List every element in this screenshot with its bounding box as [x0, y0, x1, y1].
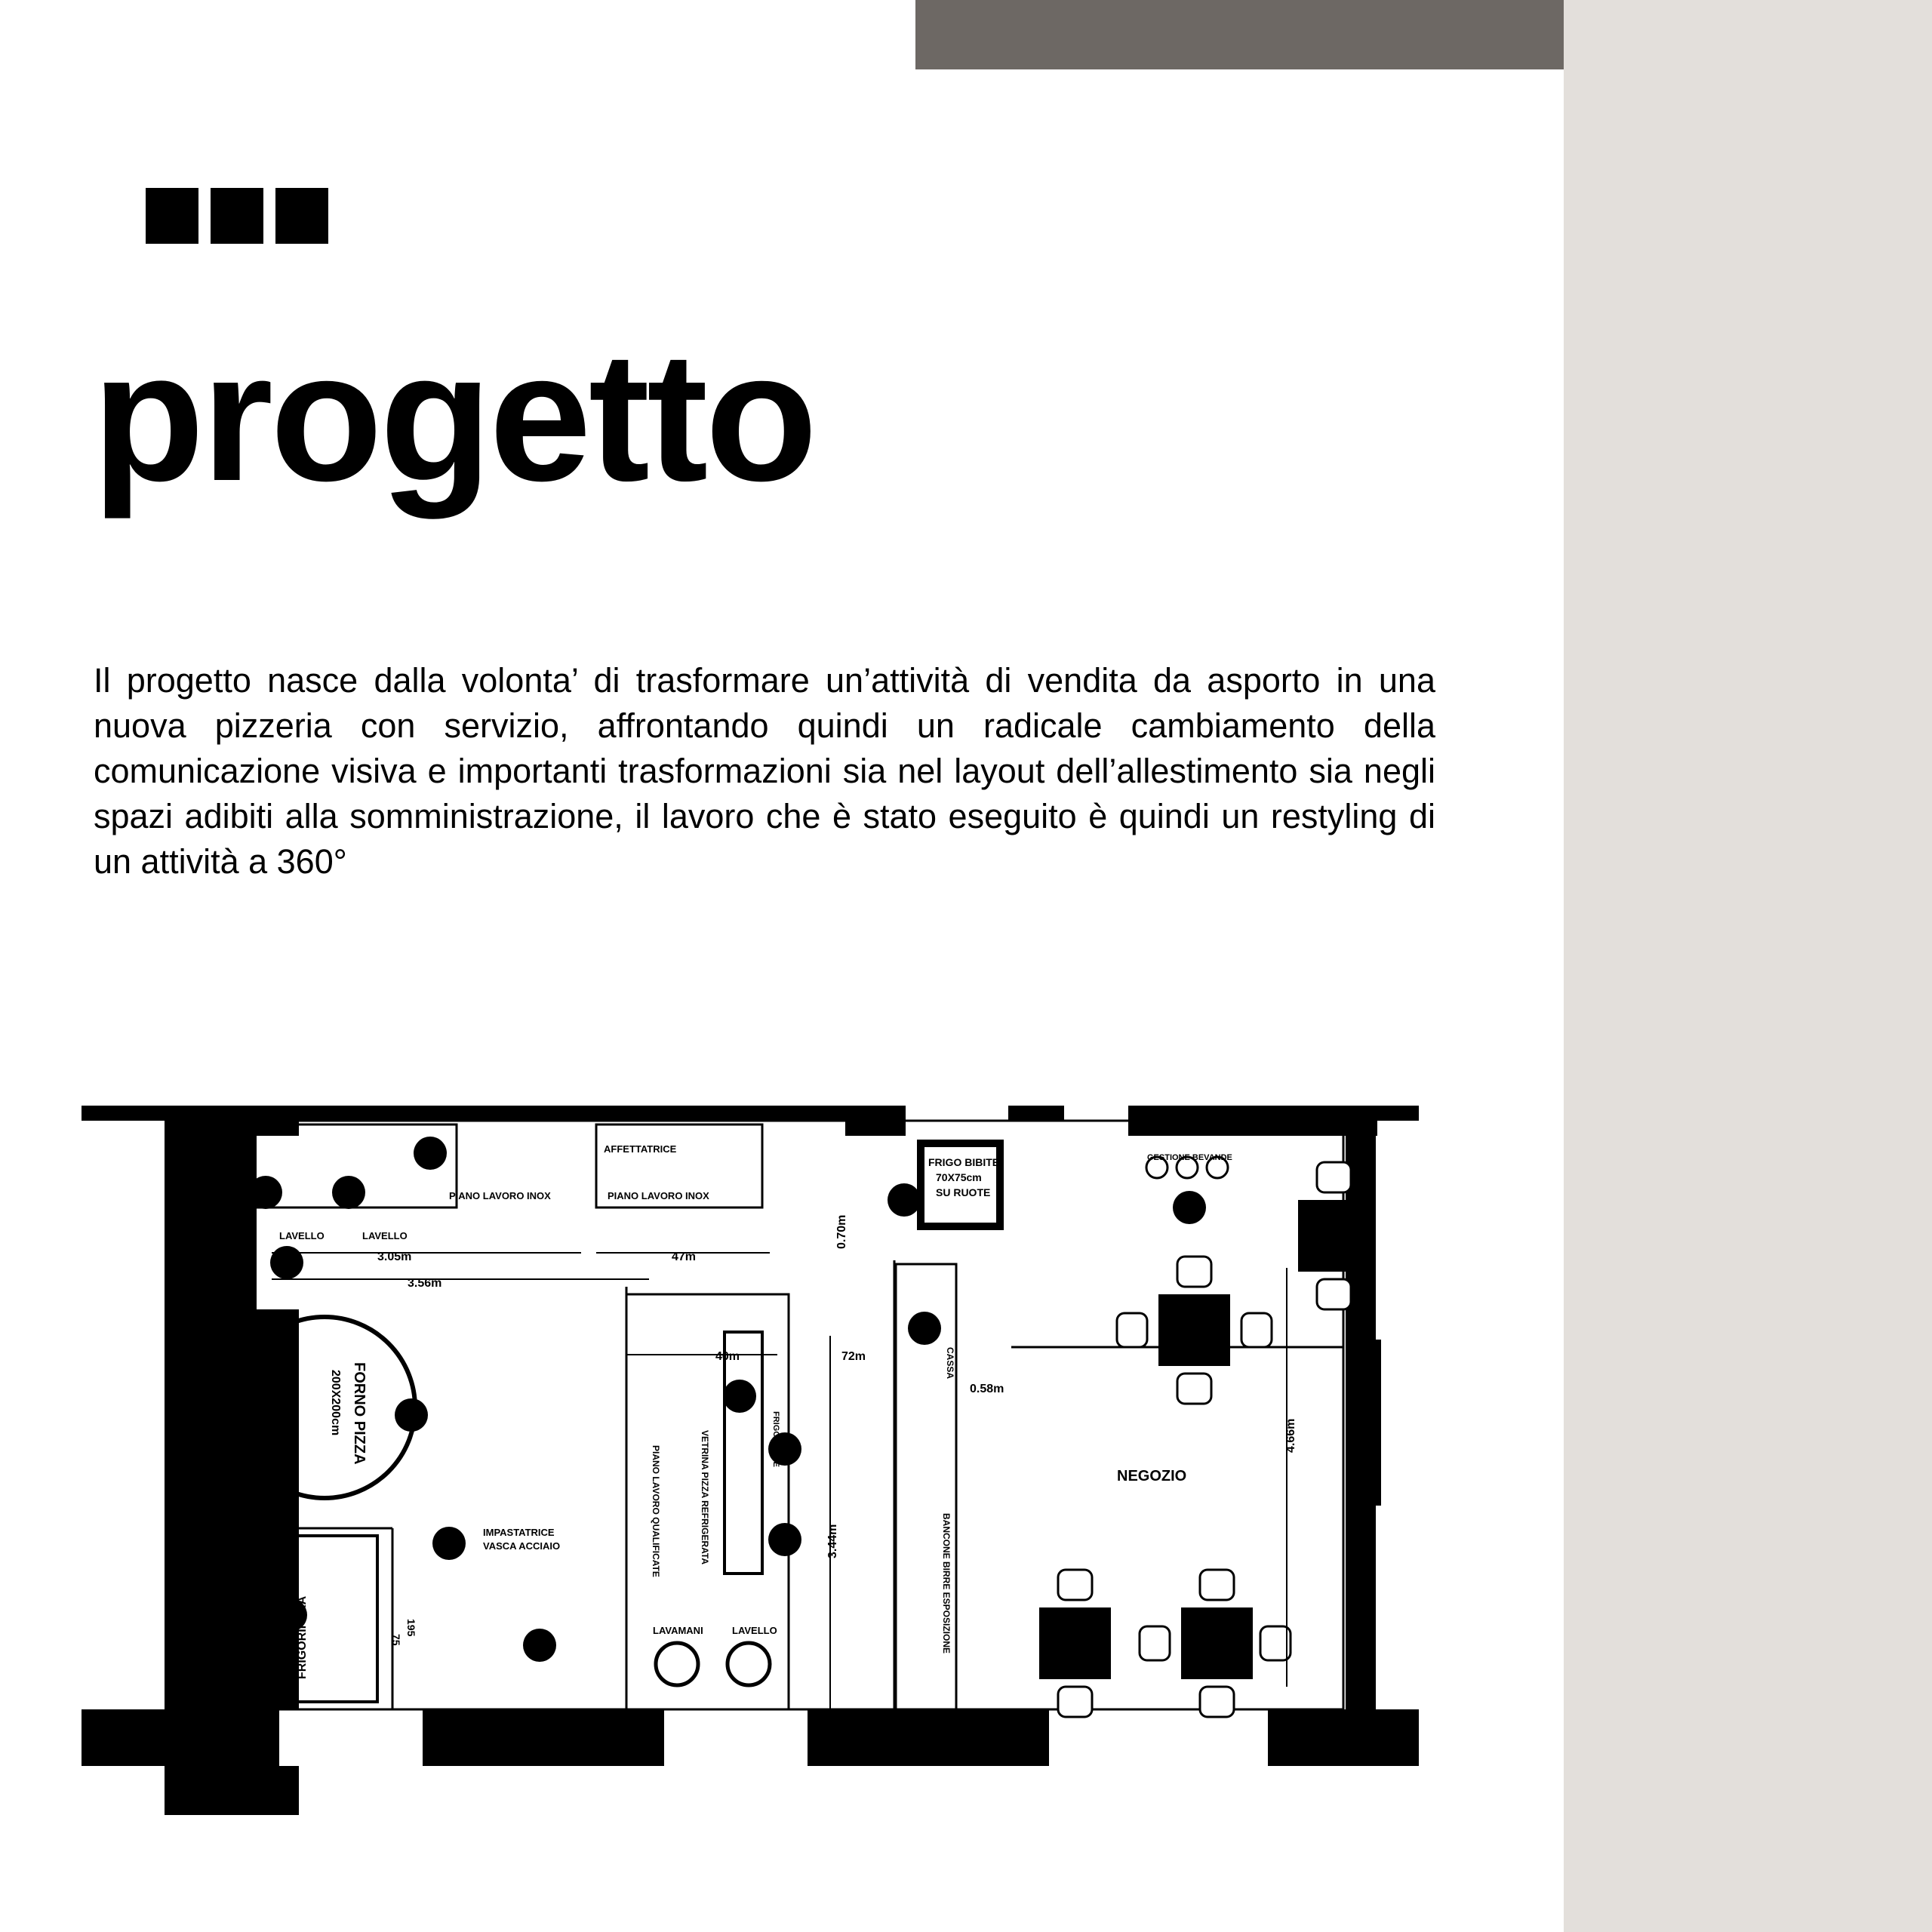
plan-label: BANCONE BIRRE ESPOSIZIONE: [941, 1513, 952, 1654]
dimension-label: 0.70m: [835, 1214, 848, 1249]
plan-label: LAVELLO: [279, 1230, 325, 1241]
decorative-squares: [146, 188, 328, 244]
plan-label: PIANO LAVORO INOX: [608, 1190, 709, 1201]
plan-label: SU RUOTE: [936, 1186, 991, 1198]
plan-label: NEGOZIO: [1117, 1468, 1187, 1484]
plan-label: AFFETTATRICE: [604, 1143, 677, 1155]
plan-label: IMPASTATRICE: [483, 1527, 555, 1538]
window-block: [1351, 1340, 1381, 1506]
plan-label: FORNO PIZZA: [351, 1362, 368, 1465]
dimension-label: 75: [390, 1634, 402, 1646]
counters: [223, 1124, 762, 1302]
plan-label: FRIGO BIBITE: [771, 1411, 780, 1467]
plan-label: LAVAMANI: [653, 1625, 703, 1636]
plan-label: GESTIONE BEVANDE: [1147, 1153, 1232, 1162]
dimension-label: 47m: [672, 1251, 697, 1263]
dimension-label: 3.44m: [826, 1524, 839, 1558]
plan-label: 200X200cm: [329, 1370, 342, 1436]
plan-label: CELLA: [275, 1615, 290, 1660]
square: [146, 188, 198, 244]
plan-label: LAVELLO: [732, 1625, 777, 1636]
description-text: Il progetto nasce dalla volonta’ di trasformare un’attività di vendita da asporto in una nuova pizzeria con servizio, affrontando quindi un radicale cambiamento della comunicazione visiva e importanti trasformazioni sia nel layout dell’allestimento sia negli spazi adibiti alla somministrazione, il lavoro che è stato eseguito è quindi un restyling di un attività a 360°: [94, 661, 1435, 881]
dimension-label: 195: [405, 1619, 417, 1637]
side-panel: [1564, 0, 1932, 1932]
square: [275, 188, 328, 244]
dimension-label: 0.58m: [970, 1383, 1004, 1395]
top-bar: [915, 0, 1564, 69]
plan-label: 70X75cm: [936, 1171, 982, 1183]
plan-label: PIANO LAVORO INOX: [449, 1190, 551, 1201]
dimension-label: 3.56m: [408, 1277, 442, 1290]
plan-label: PIANO LAVORO QUALIFICATE: [651, 1445, 661, 1577]
plan-label: FRIGORIFERA: [296, 1595, 309, 1679]
floor-plan: [75, 1106, 1434, 1815]
plan-label: LAVELLO: [362, 1230, 408, 1241]
dimension-label: 40m: [715, 1350, 740, 1363]
dimension-label: 4.66m: [1284, 1418, 1297, 1453]
dimension-label: 3.05m: [377, 1251, 412, 1263]
plan-label: VASCA ACCIAIO: [483, 1540, 561, 1552]
plan-label: CASSA: [945, 1347, 955, 1380]
plan-label: VETRINA PIZZA REFRIGERATA: [700, 1430, 710, 1564]
dimension-label: 72m: [841, 1350, 866, 1363]
square: [211, 188, 263, 244]
plan-label: FRIGO BIBITE: [928, 1156, 1000, 1168]
page-title: progetto: [92, 313, 815, 519]
